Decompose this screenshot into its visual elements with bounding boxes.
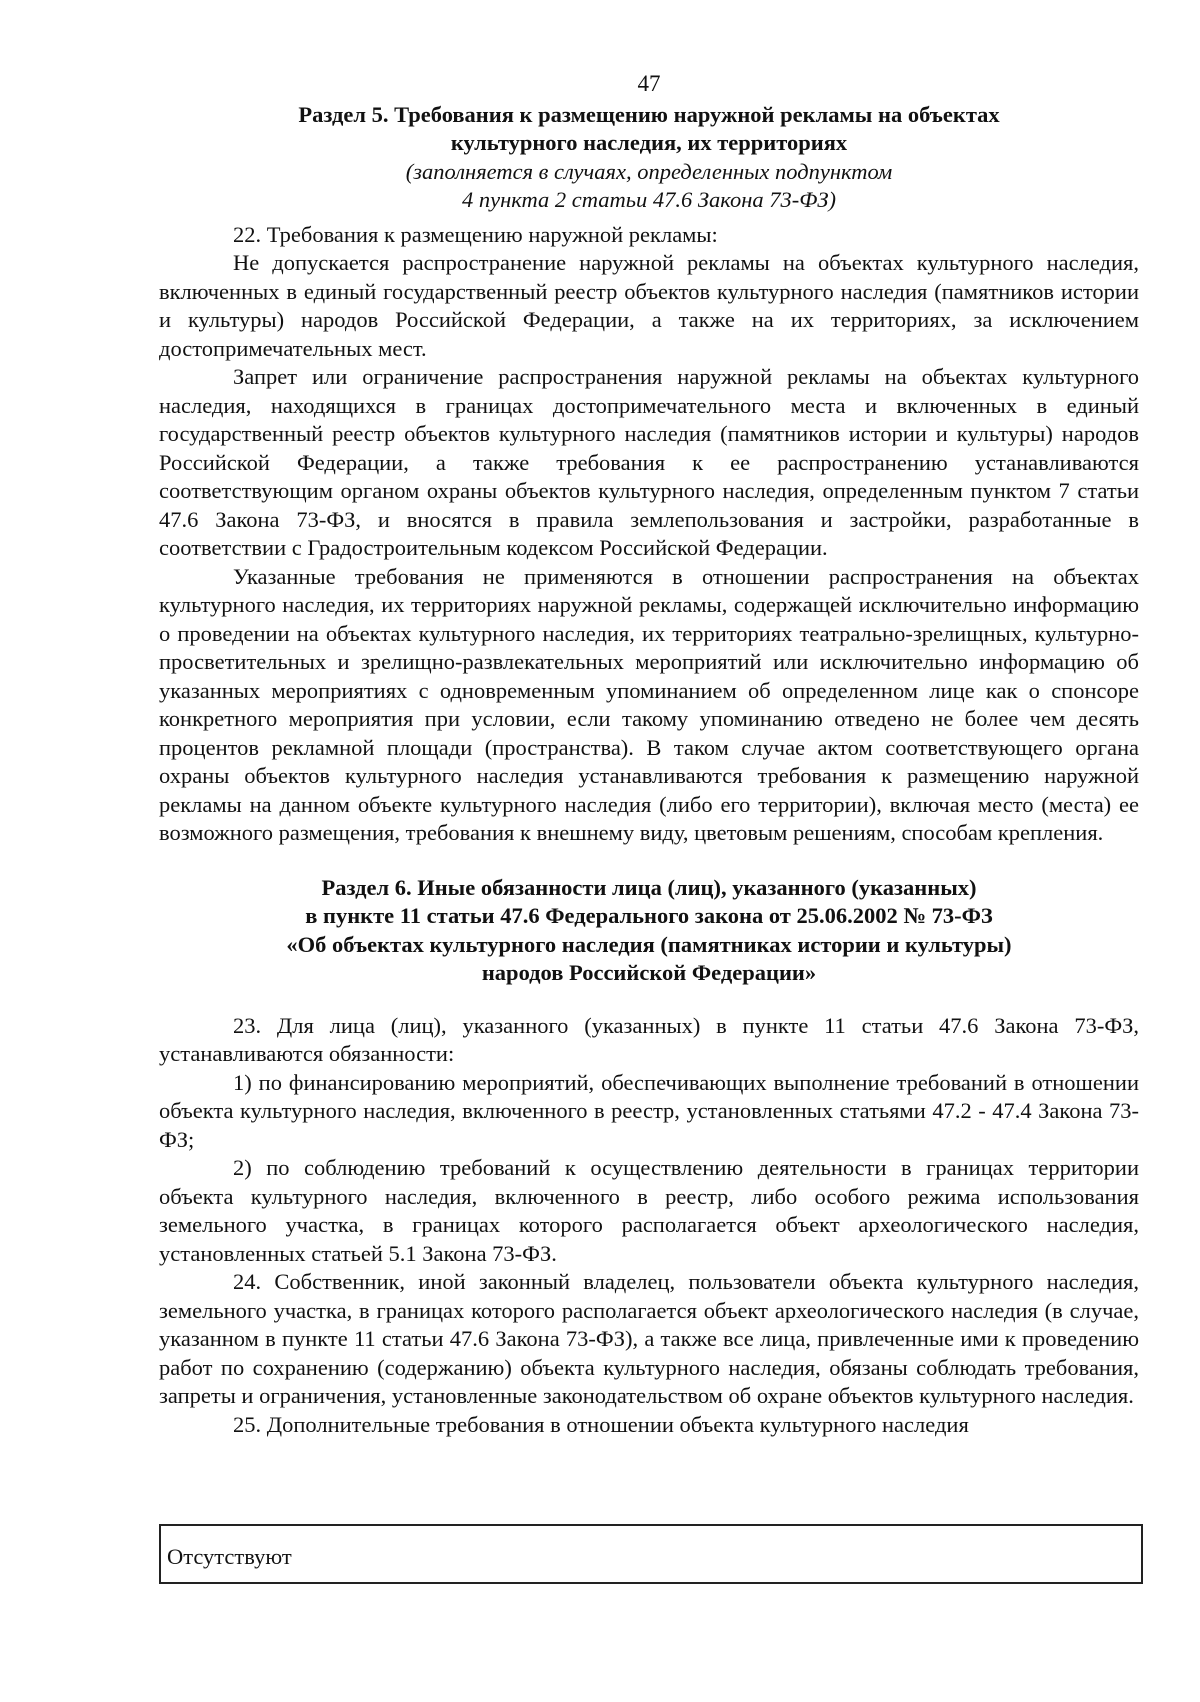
section-6-title-line: народов Российской Федерации» [481,960,817,985]
page-number: 47 [637,71,661,96]
paragraph-item-1: 1) по финансированию мероприятий, обеспечивающих выполнение требований в отношении объекта культурного наследия, включенного в реестр, установленных статьями 47.2 - 47.4 Закона 73-ФЗ; [159,1069,1139,1152]
section-6-heading [159,874,1139,988]
paragraph-25: 25. Дополнительные требования в отношении объекта культурного наследия [233,1411,969,1437]
section-6-title-line: «Об объектах культурного наследия (памятниках истории и культуры) [286,931,1012,957]
paragraph-23: 23. Для лица (лиц), указанного (указанных) в пункте 11 статьи 47.6 Закона 73-ФЗ, устанавливаются обязанности: [159,1012,1139,1066]
paragraph-item-2: 2) по соблюдению требований к осуществлению деятельности в границах территории объекта культурного наследия, включенного в реестр, либо особого режима использования земельного участка, в границах которого располагается объект археологического наследия, установленных статьей 5.1 Закона 73-ФЗ. [159,1155,1139,1266]
section-6-title-line: Раздел 6. Иные обязанности лица (лиц), указанного (указанных) [321,874,977,900]
paragraph-22: 22. Требования к размещению наружной рекламы: [233,221,718,247]
section-5-title-line: Раздел 5. Требования к размещению наружной рекламы на объектах [298,101,1000,127]
paragraph: Не допускается распространение наружной рекламы на объектах культурного наследия, включенных в единый государственный реестр объектов культурного наследия (памятников истории и культуры) народов Российской Федерации, а также на их территориях, за исключением достопримечательных мест. [159,250,1139,361]
box-text: Отсутствуют [167,1544,292,1569]
section-5-heading [159,101,1139,158]
section-5-title-line: культурного наследия, их территориях [450,130,848,155]
section-5-subtitle-line: (заполняется в случаях, определенных подпунктом [405,158,893,184]
document-page [159,70,1139,1439]
paragraph: Указанные требования не применяются в отношении распространения на объектах культурного наследия, их территориях наружной рекламы, содержащей исключительно информацию о проведении на объектах культурного наследия, их территориях театрально-зрелищных, культурно-просветительных и зрелищно-развлекательных мероприятий или исключительно информацию об указанных мероприятиях с одновременным упоминанием об определенном лице как о спонсоре конкретного мероприятия при условии, если такому упоминанию отведено не более чем десять процентов рекламной площади (пространства). В таком случае актом соответствующего органа охраны объектов культурного наследия устанавливаются требования к размещению наружной рекламы на данном объекте культурного наследия (либо его территории), включая место (места) ее возможного размещения, требования к внешнему виду, цветовым решениям, способам крепления. [159,563,1139,845]
section-5-subtitle-line: 4 пункта 2 статьи 47.6 Закона 73-ФЗ) [462,187,836,212]
paragraph-24: 24. Собственник, иной законный владелец, пользователи объекта культурного наследия, земельного участка, в границах которого располагается объект археологического наследия (в случае, указанном в пункте 11 статьи 47.6 Закона 73-ФЗ), а также все лица, привлеченные ими к проведению работ по сохранению (содержанию) объекта культурного наследия, обязаны соблюдать требования, запреты и ограничения, установленные законодательством об охране объектов культурного наследия. [159,1269,1139,1408]
paragraph: Запрет или ограничение распространения наружной рекламы на объектах культурного наследия, находящихся в границах достопримечательного места и включенных в единый государственный реестр объектов культурного наследия (памятников истории и культуры) народов Российской Федерации, а также требования к ее распространению устанавливаются соответствующим органом охраны объектов культурного наследия, определенным пунктом 7 статьи 47.6 Закона 73-ФЗ, и вносятся в правила землепользования и застройки, разработанные в соответствии с Градостроительным кодексом Российской Федерации. [159,364,1139,560]
section-6-title-line: в пункте 11 статьи 47.6 Федерального закона от 25.06.2002 № 73-ФЗ [305,903,993,928]
section-5-subtitle [159,158,1139,215]
additional-requirements-box [159,1524,1143,1584]
